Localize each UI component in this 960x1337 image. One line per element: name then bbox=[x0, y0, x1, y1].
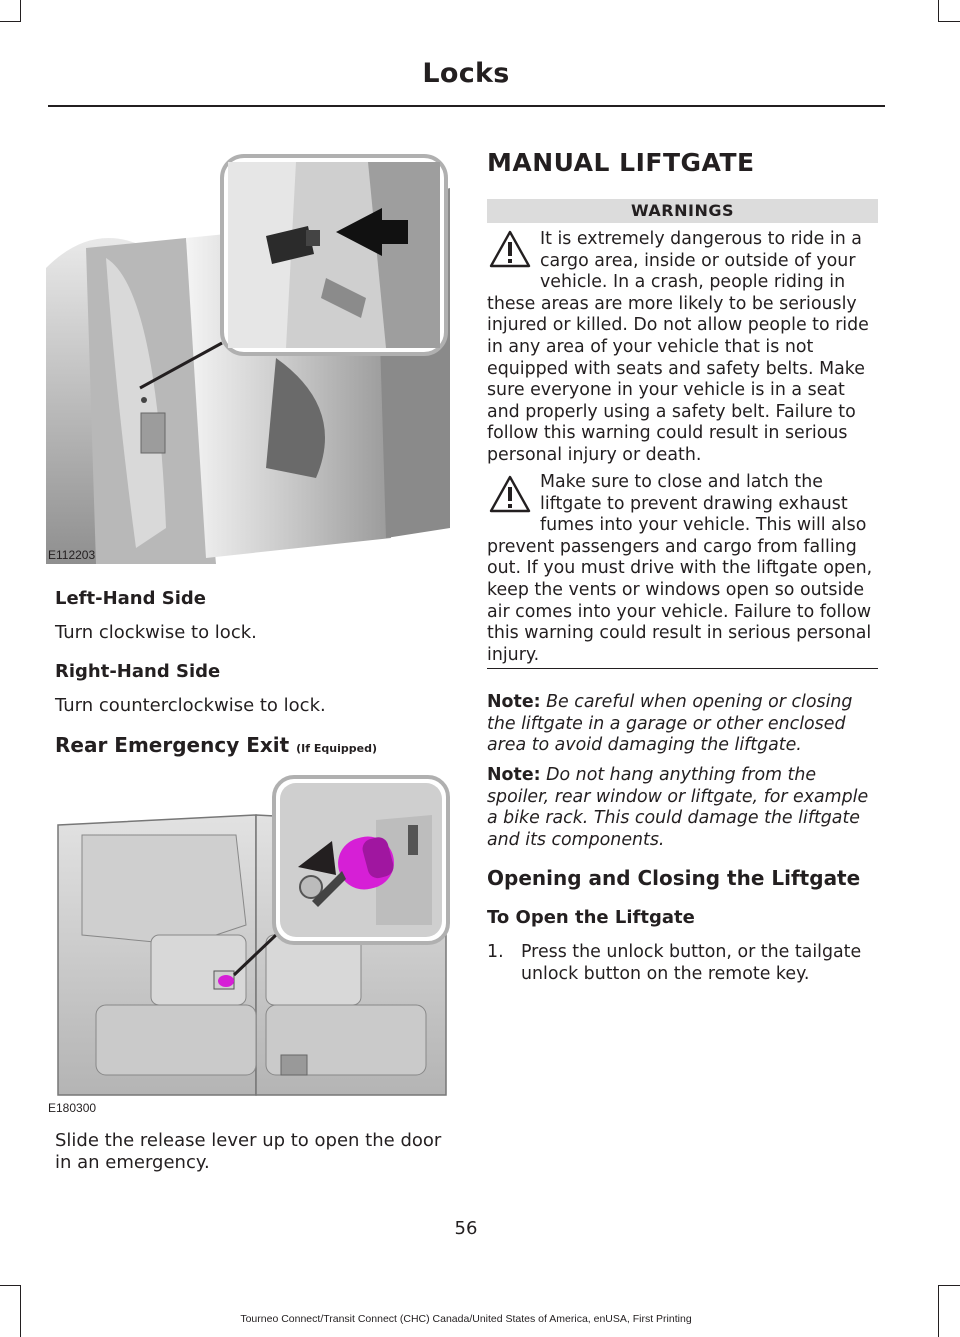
rh-heading: Right-Hand Side bbox=[55, 661, 221, 682]
warnings-rule bbox=[487, 668, 878, 669]
if-equipped: (If Equipped) bbox=[296, 742, 377, 755]
warning-1-first: It is extremely dangerous to ride in a cargo area, inside or outside of your vehicle. In a crash, people riding in bbox=[540, 229, 862, 293]
door-lock-illustration bbox=[46, 148, 450, 564]
page-title: Locks bbox=[422, 58, 510, 89]
warning-1-rest: these areas are more likely to be seriously injured or killed. Do not allow people to ride in any area of your vehicle that is not equipped with seats and safety belts. Make sure everyone in your vehicle is in a seat and properly using a safety belt. Failure to follow this warning could result in serious personal injury or death. bbox=[487, 293, 869, 465]
manual-liftgate-heading: MANUAL LIFTGATE bbox=[487, 148, 755, 177]
open-liftgate-subheading: To Open the Liftgate bbox=[487, 907, 695, 928]
note-1-text: Be careful when opening or closing the liftgate in a garage or other enclosed area to avoid damaging the liftgate. bbox=[487, 692, 853, 756]
crop-mark bbox=[0, 1285, 21, 1286]
lh-text: Turn clockwise to lock. bbox=[55, 622, 257, 643]
page-number: 56 bbox=[454, 1218, 478, 1239]
warning-1 bbox=[487, 229, 879, 467]
crop-mark bbox=[938, 21, 960, 22]
crop-mark bbox=[938, 1285, 939, 1337]
note-1 bbox=[487, 692, 879, 757]
warning-2-rest: prevent passengers and cargo from falling out. If you must drive with the liftgate open, keep the vents or windows open so outside air comes into your vehicle. Failure to follow this warning could result in serious personal injury. bbox=[487, 536, 873, 665]
step-number: 1. bbox=[487, 942, 504, 962]
crop-mark bbox=[938, 1285, 960, 1286]
step-1 bbox=[487, 942, 879, 985]
note-label: Note: bbox=[487, 692, 541, 712]
crop-mark bbox=[938, 0, 939, 22]
rear-exit-heading bbox=[55, 733, 377, 757]
step-text: Press the unlock button, or the tailgate unlock button on the remote key. bbox=[521, 942, 862, 984]
rh-text: Turn counterclockwise to lock. bbox=[55, 695, 326, 716]
header-rule bbox=[48, 105, 885, 107]
warnings-band: WARNINGS bbox=[487, 199, 878, 223]
slide-text: Slide the release lever up to open the door in an emergency. bbox=[55, 1130, 442, 1173]
note-label: Note: bbox=[487, 765, 541, 785]
rear-emergency-exit-illustration bbox=[46, 775, 450, 1115]
crop-mark bbox=[20, 0, 21, 22]
lh-heading: Left-Hand Side bbox=[55, 588, 206, 609]
note-2-text: Do not hang anything from the spoiler, rear window or liftgate, for example a bike rack. This could damage the liftgate and its components. bbox=[487, 765, 869, 850]
opening-closing-heading: Opening and Closing the Liftgate bbox=[487, 866, 861, 890]
crop-mark bbox=[0, 21, 21, 22]
warning-2 bbox=[487, 472, 879, 666]
warning-2-first: Make sure to close and latch the liftgate to prevent drawing exhaust fumes into your vehicle. This will also bbox=[540, 472, 867, 536]
figure-code: E180300 bbox=[48, 1101, 97, 1115]
figure-code: E112203 bbox=[48, 548, 96, 562]
crop-mark bbox=[20, 1285, 21, 1337]
note-2 bbox=[487, 765, 879, 851]
footer-text: Tourneo Connect/Transit Connect (CHC) Canada/United States of America, enUSA, First Printing bbox=[240, 1313, 692, 1325]
rear-exit-title: Rear Emergency Exit bbox=[55, 733, 290, 757]
